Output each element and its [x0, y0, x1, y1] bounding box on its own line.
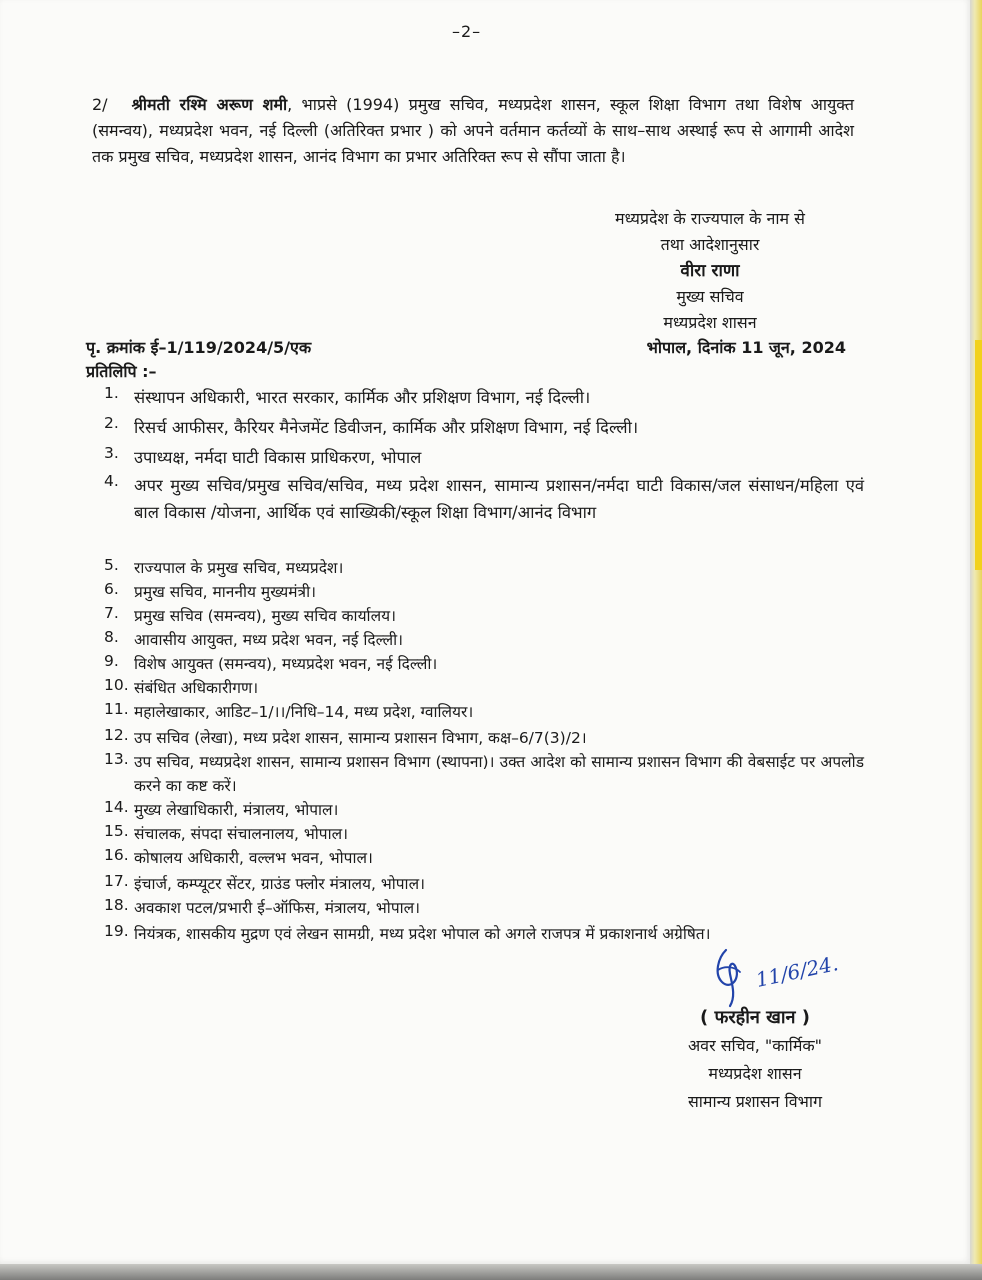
- page-edge-right: [970, 0, 982, 1280]
- list-item-text: उप सचिव, मध्यप्रदेश शासन, सामान्य प्रशासन विभाग (स्थापना)। उक्त आदेश को सामान्य प्रशासन विभाग की वेबसाईट पर अपलोड करने का कष्ट करें।: [134, 753, 864, 795]
- list-item-text: संबंधित अधिकारीगण।: [134, 679, 259, 697]
- list-item-number: 7.: [104, 604, 119, 622]
- list-item-number: 13.: [104, 750, 129, 768]
- reference-date: भोपाल, दिनांक 11 जून, 2024: [646, 338, 846, 357]
- list-item-number: 5.: [104, 556, 119, 574]
- list-item-text: अपर मुख्य सचिव/प्रमुख सचिव/सचिव, मध्य प्रदेश शासन, सामान्य प्रशासन/नर्मदा घाटी विकास/जल संसाधन/महिला एवं बाल विकास /योजना, आर्थिक एवं साख्यिकी/स्कूल शिक्षा विभाग/आनंद विभाग: [134, 476, 864, 522]
- list-item: [104, 604, 864, 628]
- signatory-2-office: मध्यप्रदेश शासन: [708, 1064, 802, 1083]
- list-item-number: 4.: [104, 472, 119, 490]
- list-item: [104, 556, 864, 580]
- list-item: [104, 384, 864, 411]
- list-item-text: संचालक, संपदा संचालनालय, भोपाल।: [134, 825, 348, 843]
- list-item: [104, 676, 864, 700]
- handwritten-signature: [700, 940, 850, 1010]
- list-item-number: 1.: [104, 384, 119, 402]
- list-item-text: प्रमुख सचिव, माननीय मुख्यमंत्री।: [134, 583, 316, 601]
- signatory-office: मध्यप्रदेश शासन: [663, 313, 757, 332]
- list-item-number: 9.: [104, 652, 119, 670]
- list-item-number: 17.: [104, 872, 129, 890]
- list-item-text: राज्यपाल के प्रमुख सचिव, मध्यप्रदेश।: [134, 559, 344, 577]
- list-item-number: 14.: [104, 798, 129, 816]
- list-item-text: विशेष आयुक्त (समन्वय), मध्यप्रदेश भवन, नई दिल्ली।: [134, 655, 438, 673]
- list-item: [104, 472, 864, 526]
- list-item-number: 3.: [104, 444, 119, 462]
- list-item-text: संस्थापन अधिकारी, भारत सरकार, कार्मिक और प्रशिक्षण विभाग, नई दिल्ली।: [134, 388, 591, 407]
- page-number: –2–: [452, 22, 482, 41]
- handwritten-date: 11/6/24.: [753, 951, 841, 992]
- list-item: [104, 444, 864, 471]
- list-item: [104, 798, 864, 822]
- list-item-number: 8.: [104, 628, 119, 646]
- officer-name: श्रीमती रश्मि अरूण शमी: [131, 95, 288, 114]
- list-item-number: 11.: [104, 700, 129, 718]
- list-item-text: अवकाश पटल/प्रभारी ई–ऑफिस, मंत्रालय, भोपाल।: [134, 899, 421, 917]
- list-item: [104, 822, 864, 846]
- list-item-text: मुख्य लेखाधिकारी, मंत्रालय, भोपाल।: [134, 801, 339, 819]
- list-item: [104, 700, 864, 724]
- list-item-text: कोषालय अधिकारी, वल्लभ भवन, भोपाल।: [134, 849, 373, 867]
- copy-heading: प्रतिलिपि :–: [86, 362, 157, 381]
- list-item: [104, 846, 864, 870]
- list-item-text: महालेखाकार, आडिट–1/।।/निधि–14, मध्य प्रदेश, ग्वालियर।: [134, 703, 474, 721]
- chief-secretary-signature-block: [560, 206, 860, 336]
- list-item: [104, 628, 864, 652]
- list-item: [104, 896, 864, 920]
- list-item: [104, 750, 864, 798]
- paragraph-text: , भाप्रसे (1994) प्रमुख सचिव, मध्यप्रदेश शासन, स्कूल शिक्षा विभाग तथा विशेष आयुक्त (समन्वय), मध्यप्रदेश भवन, नई दिल्ली (अतिरिक्त प्रभार ) को अपने वर्तमान कर्तव्यों के साथ–साथ अस्थाई रूप से आगामी आदेश तक प्रमुख सचिव, मध्यप्रदेश शासन, आनंद विभाग का प्रभार अतिरिक्त रूप से सौंपा जाता है।: [92, 95, 854, 166]
- list-item-number: 16.: [104, 846, 129, 864]
- signatory-2-name: ( फरहीन खान ): [699, 1007, 811, 1028]
- list-item-text: नियंत्रक, शासकीय मुद्रण एवं लेखन सामग्री, मध्य प्रदेश भोपाल को अगले राजपत्र में प्रकाशनार्थ अग्रेषित।: [134, 925, 711, 943]
- list-item: [104, 652, 864, 676]
- authority-line-2: तथा आदेशानुसार: [660, 235, 760, 254]
- list-item: [104, 872, 864, 896]
- signatory-designation: मुख्य सचिव: [676, 287, 744, 306]
- list-item-number: 19.: [104, 922, 129, 940]
- list-item: [104, 414, 864, 441]
- authority-line-1: मध्यप्रदेश के राज्यपाल के नाम से: [615, 209, 805, 228]
- yellow-tab-edge: [975, 340, 982, 570]
- list-item-text: उपाध्यक्ष, नर्मदा घाटी विकास प्राधिकरण, भोपाल: [134, 448, 422, 467]
- page-edge-bottom: [0, 1264, 982, 1280]
- list-item-number: 12.: [104, 726, 129, 744]
- list-item: [104, 580, 864, 604]
- list-item-number: 18.: [104, 896, 129, 914]
- list-item-number: 15.: [104, 822, 129, 840]
- list-item-text: रिसर्च आफीसर, कैरियर मैनेजमेंट डिवीजन, कार्मिक और प्रशिक्षण विभाग, नई दिल्ली।: [134, 418, 639, 437]
- signatory-2-department: सामान्य प्रशासन विभाग: [687, 1092, 823, 1111]
- list-item-number: 2.: [104, 414, 119, 432]
- reference-number: पृ. क्रमांक ई–1/119/2024/5/एक: [86, 338, 312, 357]
- paragraph-number: 2/: [92, 95, 108, 114]
- list-item-number: 6.: [104, 580, 119, 598]
- list-item: [104, 726, 864, 750]
- signatory-2-designation: अवर सचिव, "कार्मिक": [687, 1036, 823, 1055]
- list-item-text: उप सचिव (लेखा), मध्य प्रदेश शासन, सामान्य प्रशासन विभाग, कक्ष–6/7(3)/2।: [134, 729, 587, 747]
- order-paragraph: [92, 92, 854, 170]
- list-item-text: प्रमुख सचिव (समन्वय), मुख्य सचिव कार्यालय।: [134, 607, 396, 625]
- signatory-name: वीरा राणा: [680, 261, 740, 281]
- list-item-text: इंचार्ज, कम्प्यूटर सेंटर, ग्राउंड फ्लोर मंत्रालय, भोपाल।: [134, 875, 425, 893]
- under-secretary-signature-block: [640, 1004, 870, 1116]
- list-item-text: आवासीय आयुक्त, मध्य प्रदेश भवन, नई दिल्ली।: [134, 631, 403, 649]
- list-item-number: 10.: [104, 676, 129, 694]
